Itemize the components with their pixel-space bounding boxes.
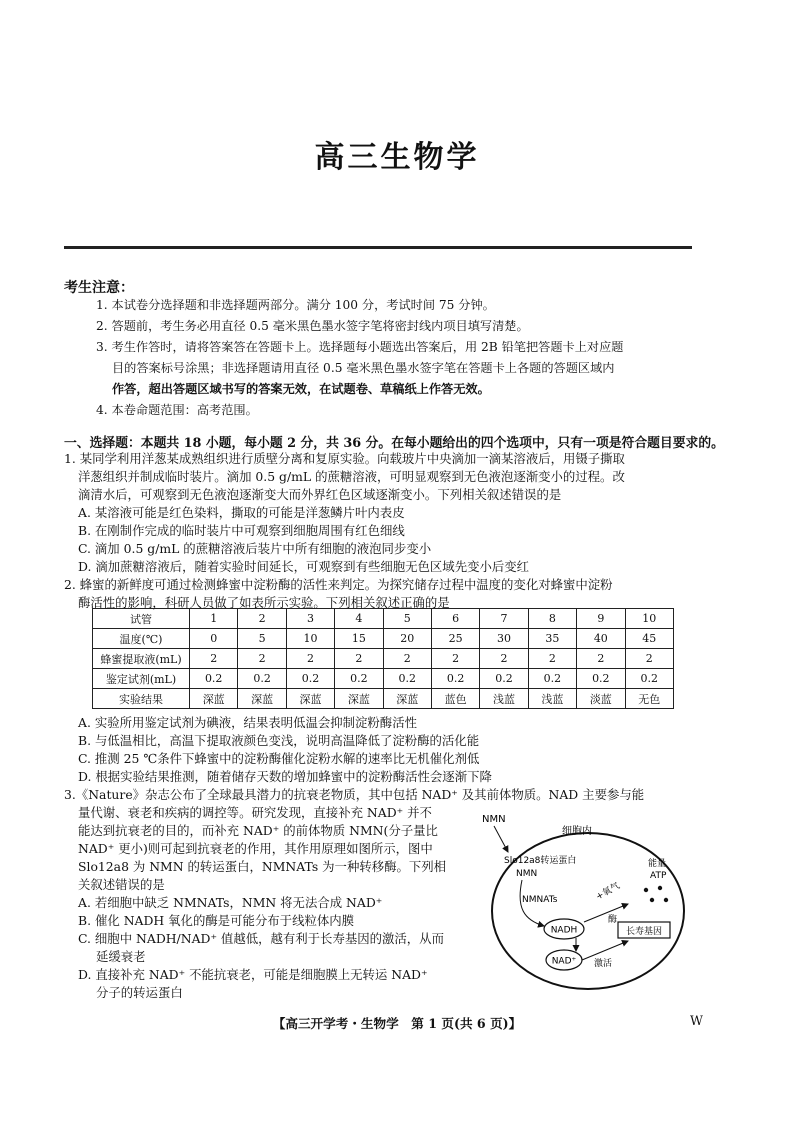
- q3-stem-line: 关叙述错误的是: [78, 877, 165, 892]
- table-cell: 10: [286, 629, 334, 649]
- q3-option-d-cont: 分子的转运蛋白: [96, 985, 183, 1000]
- table-cell: 4: [335, 609, 383, 629]
- q2-stem-line: 2. 蜂蜜的新鲜度可通过检测蜂蜜中淀粉酶的活性来判定。为探究储存过程中温度的变化对蜂蜜中淀粉: [64, 577, 613, 592]
- q3-stem-line: Slo12a8 为 NMN 的转运蛋白，NMNATs 为一种转移酶。下列相: [78, 859, 447, 874]
- table-row: [93, 609, 674, 629]
- notice-line: 4. 本卷命题范围：高考范围。: [96, 403, 258, 417]
- table-cell: 15: [335, 629, 383, 649]
- q2-option-a: A. 实验所用鉴定试剂为碘液，结果表明低温会抑制淀粉酶活性: [78, 715, 417, 730]
- q3-stem-line: 量代谢、衰老和疾病的调控等。研究发现，直接补充 NAD⁺ 并不: [78, 805, 432, 820]
- table-cell: 3: [286, 609, 334, 629]
- q1-option-b: B. 在刚制作完成的临时装片中可观察到细胞周围有红色细线: [78, 523, 405, 538]
- table-cell: 45: [625, 629, 673, 649]
- table-row-header: 鉴定试剂(mL): [93, 669, 190, 689]
- q3-option-b: B. 催化 NADH 氧化的酶是可能分布于线粒体内膜: [78, 913, 355, 928]
- table-cell: 深蓝: [383, 689, 431, 709]
- table-cell: 0.2: [286, 669, 334, 689]
- notice-heading: 考生注意：: [64, 280, 134, 296]
- table-cell: 深蓝: [238, 689, 286, 709]
- table-row-header: 蜂蜜提取液(mL): [93, 649, 190, 669]
- table-row: [93, 649, 674, 669]
- table-cell: 8: [528, 609, 576, 629]
- table-cell: 0.2: [383, 669, 431, 689]
- table-cell: 2: [528, 649, 576, 669]
- q2-option-b: B. 与低温相比，高温下提取液颜色变浅，说明高温降低了淀粉酶的活化能: [78, 733, 480, 748]
- notice-line: 2. 答题前，考生务必用直径 0.5 毫米黑色墨水签字笔将密封线内项目填写清楚。: [96, 319, 529, 333]
- table-row: [93, 689, 674, 709]
- table-cell: 0.2: [577, 669, 625, 689]
- table-cell: 浅蓝: [480, 689, 528, 709]
- section-header: 一、选择题：本题共 18 小题，每小题 2 分，共 36 分。在每小题给出的四个选项中，只有一项是符合题目要求的。: [64, 436, 724, 451]
- table-cell: 0.2: [431, 669, 479, 689]
- atp-dots: [644, 886, 668, 902]
- q3-option-c-cont: 延缓衰老: [96, 949, 146, 964]
- table-cell: 25: [431, 629, 479, 649]
- activate-label: 激活: [594, 959, 613, 969]
- q3-stem-line: 能达到抗衰老的目的，而补充 NAD⁺ 的前体物质 NMN(分子量比: [78, 823, 438, 838]
- notice-line: 作答，超出答题区域书写的答案无效，在试题卷、草稿纸上作答无效。: [112, 382, 490, 396]
- table-cell: 20: [383, 629, 431, 649]
- q3-option-d: D. 直接补充 NAD⁺ 不能抗衰老，可能是细胞膜上无转运 NAD⁺: [78, 967, 428, 982]
- table-cell: 1: [190, 609, 238, 629]
- table-cell: 6: [431, 609, 479, 629]
- page-footer: 【高三开学考・生物学 第 1 页(共 6 页)】: [272, 1016, 522, 1031]
- q1-option-c: C. 滴加 0.5 g/mL 的蔗糖溶液后装片中所有细胞的液泡同步变小: [78, 541, 432, 556]
- table-cell: 2: [431, 649, 479, 669]
- q1-option-a: A. 某溶液可能是红色染料，撕取的可能是洋葱鳞片叶内表皮: [78, 505, 405, 520]
- table-cell: 2: [625, 649, 673, 669]
- title-divider: [64, 246, 692, 249]
- table-cell: 深蓝: [190, 689, 238, 709]
- nmnats-label: NMNATs: [522, 895, 558, 905]
- table-cell: 0.2: [238, 669, 286, 689]
- table-cell: 40: [577, 629, 625, 649]
- footer-mark: W: [690, 1013, 703, 1028]
- notice-line: 1. 本试卷分选择题和非选择题两部分。满分 100 分，考试时间 75 分钟。: [96, 298, 495, 312]
- table-cell: 5: [383, 609, 431, 629]
- table-cell: 蓝色: [431, 689, 479, 709]
- energy-label: 能量: [648, 859, 667, 869]
- table-cell: 2: [238, 609, 286, 629]
- q1-option-d: D. 滴加蔗糖溶液后，随着实验时间延长，可观察到有些细胞无色区域先变小后变红: [78, 559, 530, 574]
- nadh-label: NADH: [550, 925, 578, 936]
- table-cell: 2: [190, 649, 238, 669]
- table-cell: 浅蓝: [528, 689, 576, 709]
- table-cell: 淡蓝: [577, 689, 625, 709]
- transporter-label: Slo12a8转运蛋白: [504, 856, 577, 866]
- table-cell: 10: [625, 609, 673, 629]
- oxygen-label: +氧气: [594, 881, 622, 903]
- table-cell: 9: [577, 609, 625, 629]
- table-cell: 0.2: [190, 669, 238, 689]
- table-row-header: 温度(℃): [93, 629, 190, 649]
- q1-stem-line: 滴清水后，可观察到无色液泡逐渐变大而外界红色区域逐渐变小。下列相关叙述错误的是: [78, 487, 562, 502]
- nmn-mechanism-diagram: [478, 808, 688, 993]
- uptake-arrow: [494, 826, 508, 852]
- table-row-header: 实验结果: [93, 689, 190, 709]
- cell-interior-label: 细胞内: [562, 826, 592, 837]
- table-cell: 深蓝: [286, 689, 334, 709]
- q3-stem-line: NAD⁺ 更小)则可起到抗衰老的作用，其作用原理如图所示，图中: [78, 841, 433, 856]
- q1-stem-line: 洋葱组织并制成临时装片。滴加 0.5 g/mL 的蔗糖溶液，可明显观察到无色液泡逐渐变小的过程。改: [78, 469, 625, 484]
- energy-arrow: [584, 904, 628, 922]
- notice-line: 3. 考生作答时，请将答案答在答题卡上。选择题每小题选出答案后，用 2B 铅笔把答题卡上对应题: [96, 340, 624, 354]
- table-cell: 2: [577, 649, 625, 669]
- table-cell: 0.2: [625, 669, 673, 689]
- table-cell: 0.2: [528, 669, 576, 689]
- inner-nmn-label: NMN: [516, 869, 538, 879]
- q2-option-c: C. 推测 25 ℃条件下蜂蜜中的淀粉酶催化淀粉水解的速率比无机催化剂低: [78, 751, 480, 766]
- table-cell: 深蓝: [335, 689, 383, 709]
- q2-option-d: D. 根据实验结果推测，随着储存天数的增加蜂蜜中的淀粉酶活性会逐渐下降: [78, 769, 492, 784]
- nad-label: NAD⁺: [551, 956, 577, 967]
- table-row: [93, 669, 674, 689]
- atp-label: ATP: [650, 871, 667, 881]
- table-row-header: 试管: [93, 609, 190, 629]
- table-cell: 0.2: [335, 669, 383, 689]
- table-cell: 2: [286, 649, 334, 669]
- q3-option-a: A. 若细胞中缺乏 NMNATs，NMN 将无法合成 NAD⁺: [78, 895, 383, 910]
- activation-arrow: [582, 941, 628, 960]
- longevity-gene-label: 长寿基因: [625, 927, 663, 937]
- notice-line: 目的答案标号涂黑；非选择题请用直径 0.5 毫米黑色墨水签字笔在答题卡上各题的答题区域内: [112, 361, 615, 375]
- q1-stem-line: 1. 某同学利用洋葱某成熟组织进行质壁分离和复原实验。向载玻片中央滴加一滴某溶液后，用镊子撕取: [64, 451, 625, 466]
- page-title: 高三生物学: [314, 140, 480, 175]
- experiment-table: [92, 608, 674, 709]
- q3-stem-line: 3.《Nature》杂志公布了全球最具潜力的抗衰老物质，其中包括 NAD⁺ 及其前体物质。NAD 主要参与能: [64, 787, 645, 802]
- table-cell: 30: [480, 629, 528, 649]
- table-cell: 5: [238, 629, 286, 649]
- table-cell: 0.2: [480, 669, 528, 689]
- table-cell: 无色: [625, 689, 673, 709]
- table-cell: 35: [528, 629, 576, 649]
- table-cell: 2: [383, 649, 431, 669]
- table-row: [93, 629, 674, 649]
- table-cell: 7: [480, 609, 528, 629]
- table-cell: 2: [238, 649, 286, 669]
- enzyme-small-label: 酶: [608, 915, 618, 925]
- table-cell: 0: [190, 629, 238, 649]
- table-cell: 2: [335, 649, 383, 669]
- q3-option-c: C. 细胞中 NADH/NAD⁺ 值越低，越有利于长寿基因的激活，从而: [78, 931, 444, 946]
- table-cell: 2: [480, 649, 528, 669]
- outside-nmn-label: NMN: [482, 814, 506, 825]
- q2-stem-line: 酶活性的影响，科研人员做了如表所示实验。下列相关叙述正确的是: [78, 595, 450, 610]
